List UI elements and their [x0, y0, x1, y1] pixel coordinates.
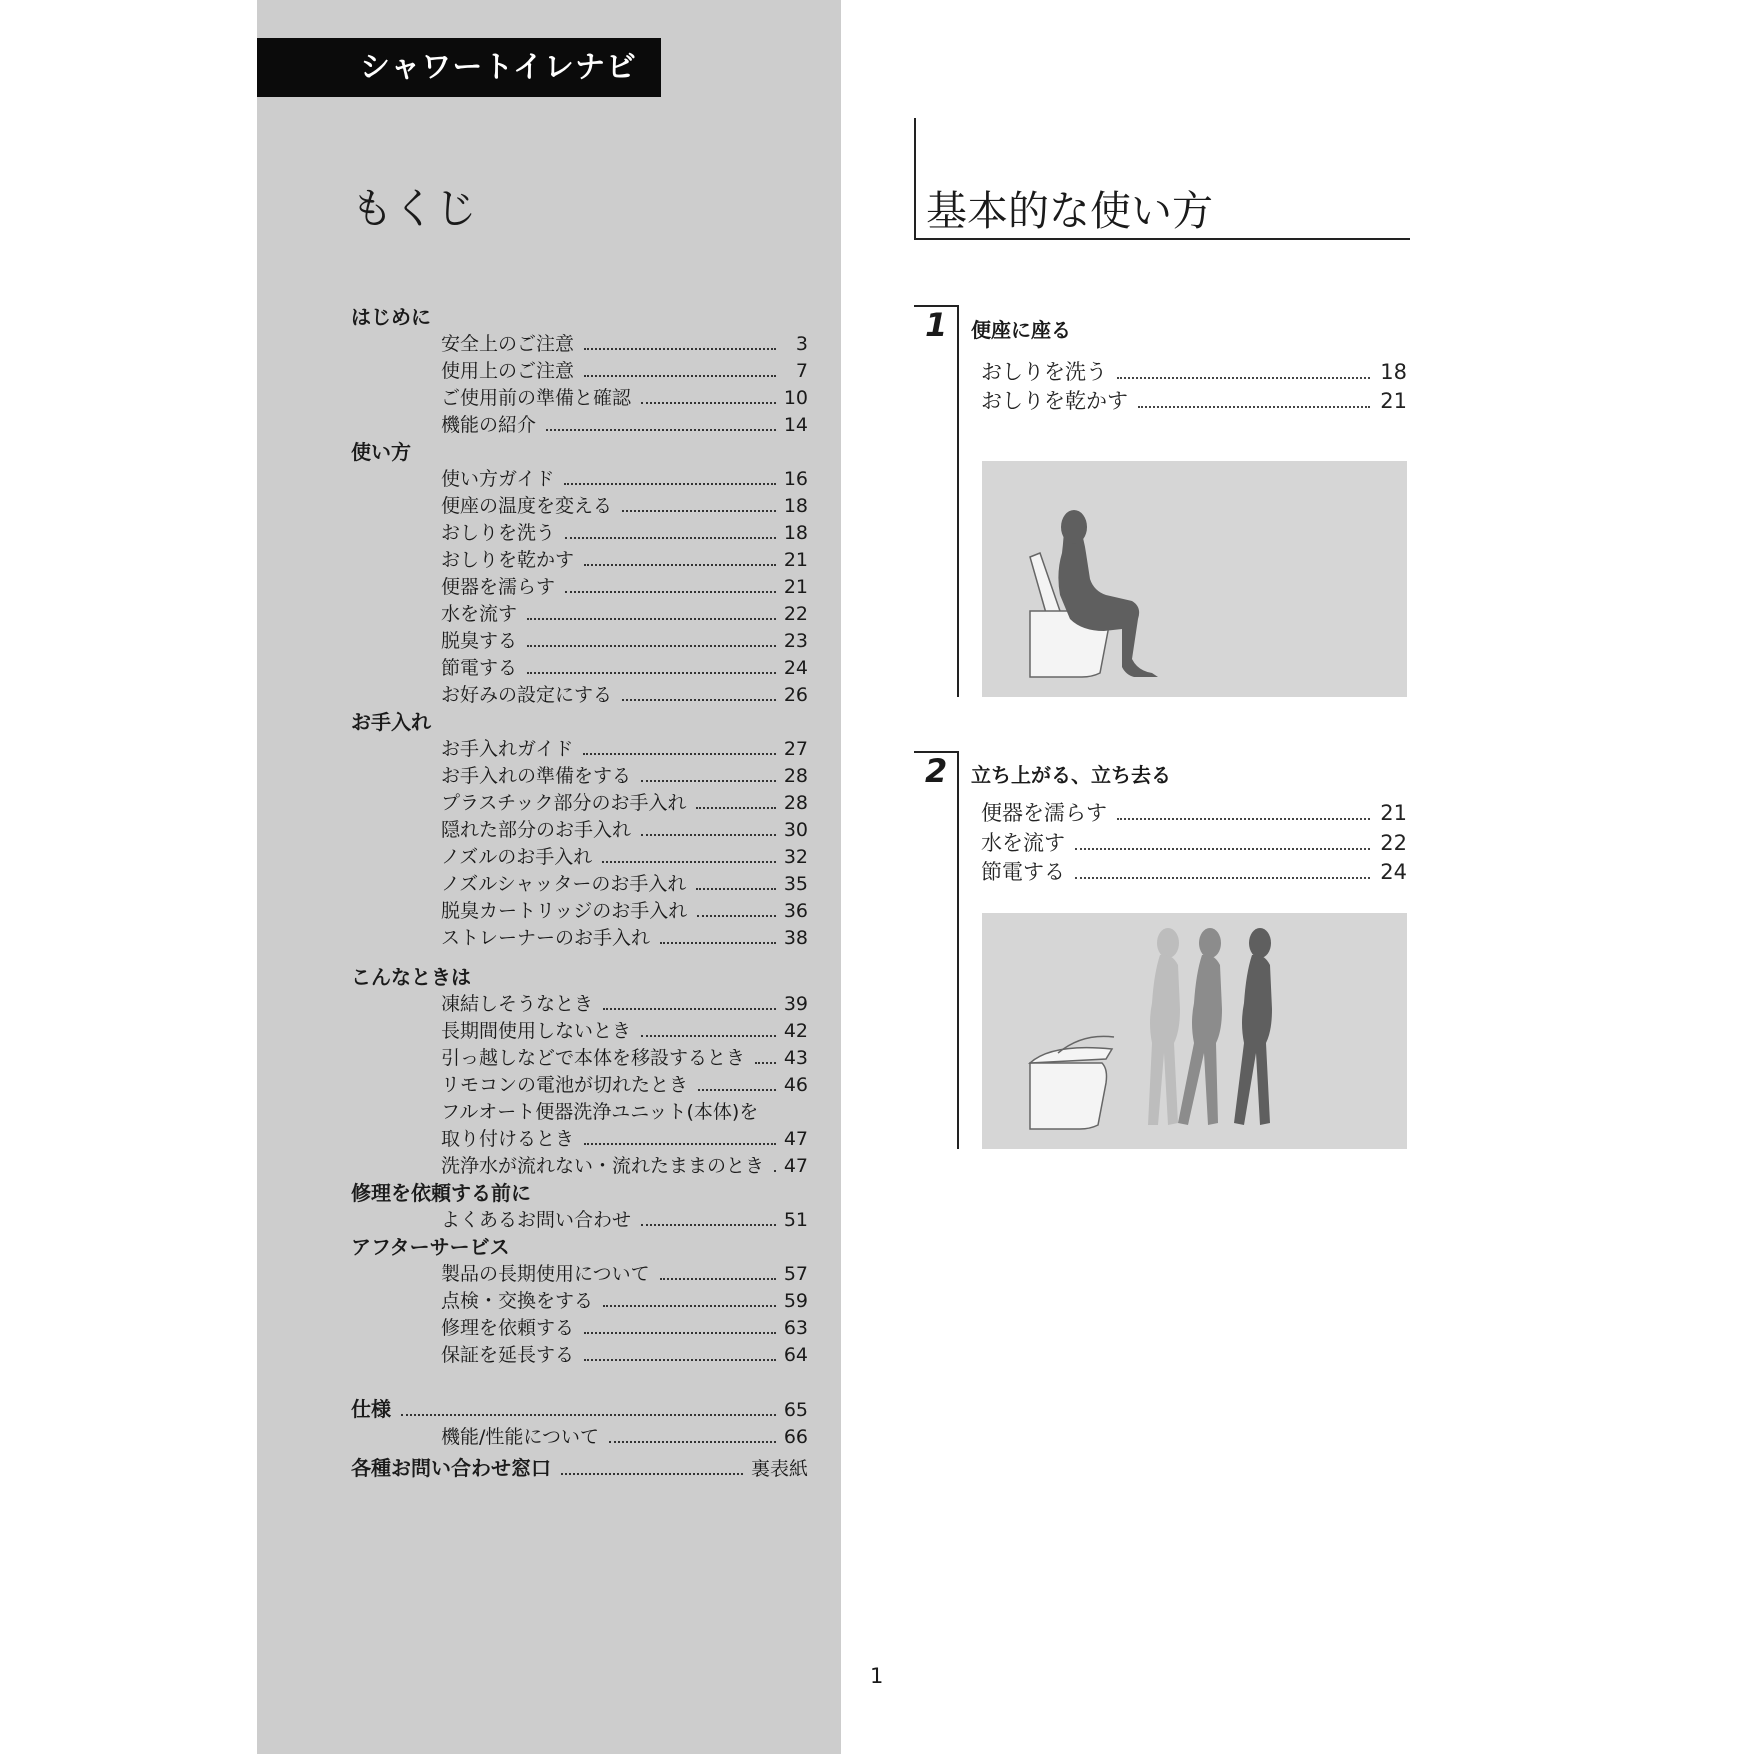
toc-entry-page: 24 — [783, 657, 808, 679]
toc-entry[interactable] — [441, 1153, 808, 1180]
leader-dots — [641, 402, 776, 404]
toc-entry-label: ノズルのお手入れ — [441, 846, 593, 868]
toc-entry-label: 製品の長期使用について — [441, 1263, 650, 1285]
toc-entry-label: よくあるお問い合わせ — [441, 1209, 632, 1231]
toc-entry[interactable] — [441, 412, 808, 439]
toc-entry-page: 7 — [795, 360, 808, 382]
toc-entry[interactable] — [441, 871, 808, 898]
toc-entry[interactable] — [441, 1045, 808, 1072]
toc-section-heading[interactable]: 使い方 — [351, 440, 411, 464]
toc-entry-label: 凍結しそうなとき — [441, 993, 594, 1015]
toc-entry-label: ノズルシャッターのお手入れ — [441, 873, 687, 895]
step-number: 1 — [925, 306, 948, 344]
toc-entry[interactable] — [441, 682, 808, 709]
step-ref-label: 水を流す — [981, 831, 1065, 855]
step-ref[interactable] — [981, 387, 1407, 416]
leader-dots — [603, 1008, 776, 1010]
toc-entry-page: 36 — [783, 900, 808, 922]
toc-entry-label: 脱臭する — [441, 630, 518, 652]
toc-entry-label: 引っ越しなどで本体を移設するとき — [441, 1047, 746, 1069]
toc-entry-page: 18 — [783, 522, 808, 544]
toc-entry-page: 51 — [783, 1209, 808, 1231]
step-title: 立ち上がる、立ち去る — [971, 763, 1171, 787]
step-rule — [957, 305, 959, 697]
leader-dots — [527, 672, 776, 674]
toc-entry[interactable] — [441, 790, 808, 817]
step-ref[interactable] — [981, 858, 1407, 887]
leader-dots — [546, 429, 776, 431]
toc-entry-page: 39 — [783, 993, 808, 1015]
leader-dots — [641, 780, 776, 782]
toc-entry-page: 28 — [783, 792, 808, 814]
toc-entry-page: 47 — [783, 1128, 808, 1150]
step-ref-page: 18 — [1380, 360, 1407, 384]
leader-dots — [698, 1089, 776, 1091]
toc-entry-page: 23 — [783, 630, 808, 652]
leader-dots — [584, 564, 776, 566]
toc-contact-heading[interactable] — [351, 1455, 808, 1482]
toc-entry-label: フルオート便器洗浄ユニット(本体)を — [441, 1101, 759, 1123]
toc-entry-page: 27 — [783, 738, 808, 760]
toc-entry-page: 3 — [795, 333, 808, 355]
toc-entry-page: 38 — [783, 927, 808, 949]
step-rule — [957, 751, 959, 1149]
leader-dots — [1117, 377, 1370, 379]
step-ref-label: 節電する — [981, 860, 1065, 884]
leader-dots — [584, 375, 776, 377]
toc-entry-label: 機能/性能について — [441, 1426, 600, 1448]
toc-entry-label: 水を流す — [441, 603, 518, 625]
toc-entry[interactable] — [441, 736, 808, 763]
leader-dots — [401, 1414, 776, 1416]
step-ref[interactable] — [981, 358, 1407, 387]
toc-entry-label: 取り付けるとき — [441, 1128, 575, 1150]
toc-entry-label: 使用上のご注意 — [441, 360, 575, 382]
toc-entry-page: 28 — [783, 765, 808, 787]
toc-entry[interactable] — [441, 331, 808, 358]
toc-entry-page: 59 — [783, 1290, 808, 1312]
step-ref[interactable] — [981, 829, 1407, 858]
leader-dots — [660, 942, 776, 944]
leader-dots — [755, 1062, 776, 1064]
toc-entry-label: 脱臭カートリッジのお手入れ — [441, 900, 688, 922]
toc-entry-page: 16 — [783, 468, 808, 490]
toc-entry[interactable] — [441, 601, 808, 628]
toc-entry[interactable] — [441, 898, 808, 925]
toc-entry-label: プラスチック部分のお手入れ — [441, 792, 687, 814]
toc-entry-page: 47 — [783, 1155, 808, 1177]
toc-entry-label: ストレーナーのお手入れ — [441, 927, 651, 949]
toc-entry[interactable] — [441, 844, 808, 871]
leader-dots — [584, 1359, 776, 1361]
walking-away-illustration — [982, 913, 1407, 1149]
toc-entry[interactable] — [441, 520, 808, 547]
leader-dots — [697, 915, 776, 917]
toc-entry-page: 30 — [783, 819, 808, 841]
toc-spec-heading[interactable] — [351, 1396, 808, 1423]
toc-section-heading[interactable]: こんなときは — [351, 965, 471, 989]
step-title: 便座に座る — [971, 318, 1071, 342]
toc-section-heading[interactable]: はじめに — [351, 305, 431, 329]
step-ref-page: 21 — [1380, 801, 1407, 825]
toc-entry[interactable] — [441, 1261, 808, 1288]
toc-entry[interactable] — [441, 493, 808, 520]
toc-entry-label: 隠れた部分のお手入れ — [441, 819, 632, 841]
toc-entry-page: 63 — [783, 1317, 808, 1339]
leader-dots — [641, 1224, 776, 1226]
toc-entry[interactable] — [441, 574, 808, 601]
leader-dots — [564, 483, 775, 485]
leader-dots — [565, 591, 776, 593]
toc-entry-label: 洗浄水が流れない・流れたままのとき — [441, 1155, 765, 1177]
leader-dots — [583, 753, 775, 755]
toc-entry[interactable] — [441, 991, 808, 1018]
section-title: 基本的な使い方 — [926, 187, 1213, 235]
leader-dots — [1138, 406, 1370, 408]
leader-dots — [527, 618, 776, 620]
leader-dots — [584, 1332, 776, 1334]
toc-entry-label: おしりを洗う — [441, 522, 556, 544]
leader-dots — [622, 699, 776, 701]
toc-entry-label: お手入れの準備をする — [441, 765, 632, 787]
toc-entry[interactable] — [441, 817, 808, 844]
leader-dots — [641, 834, 776, 836]
toc-entry-label: おしりを乾かす — [441, 549, 575, 571]
toc-entry[interactable] — [441, 547, 808, 574]
toc-heading-label: 各種お問い合わせ窓口 — [351, 1456, 551, 1480]
toc-entry[interactable] — [441, 358, 808, 385]
toc-entry-label: 修理を依頼する — [441, 1317, 575, 1339]
toc-entry-page: 18 — [783, 495, 808, 517]
toc-entry-page: 43 — [783, 1047, 808, 1069]
toc-entry-label: お好みの設定にする — [441, 684, 613, 706]
toc-entry-label: ご使用前の準備と確認 — [441, 387, 632, 409]
leader-dots — [561, 1473, 743, 1475]
toc-entry-page: 22 — [783, 603, 808, 625]
toc-section-heading[interactable]: アフターサービス — [351, 1235, 510, 1259]
toc-entry[interactable] — [441, 1072, 808, 1099]
toc-entry[interactable] — [441, 466, 808, 493]
toc-entry[interactable] — [441, 925, 808, 952]
toc-section-heading[interactable]: お手入れ — [351, 710, 431, 734]
toc-section-heading[interactable]: 修理を依頼する前に — [351, 1181, 531, 1205]
toc-entry-label: 長期間使用しないとき — [441, 1020, 632, 1042]
leader-dots — [1075, 848, 1370, 850]
step-ref-page: 24 — [1380, 860, 1407, 884]
toc-entry[interactable] — [441, 385, 808, 412]
leader-dots — [1075, 877, 1370, 879]
toc-entry[interactable] — [441, 1342, 808, 1369]
leader-dots — [1117, 818, 1370, 820]
toc-entry-page: 42 — [783, 1020, 808, 1042]
toc-entry-label: リモコンの電池が切れたとき — [441, 1074, 689, 1096]
leader-dots — [696, 888, 775, 890]
toc-entry-page: 裏表紙 — [750, 1458, 808, 1480]
toc-entry[interactable] — [441, 1315, 808, 1342]
step-ref-page: 21 — [1380, 389, 1407, 413]
toc-heading-label: 仕様 — [351, 1397, 391, 1421]
leader-dots — [641, 1035, 776, 1037]
toc-entry-page: 21 — [783, 549, 808, 571]
toc-entry[interactable] — [441, 1018, 808, 1045]
toc-entry-page: 10 — [783, 387, 808, 409]
toc-entry-page: 32 — [783, 846, 808, 868]
toc-entry-label: 機能の紹介 — [441, 414, 537, 436]
toc-entry-label: 使い方ガイド — [441, 468, 555, 490]
toc-entry[interactable] — [441, 1207, 808, 1234]
toc-entry-label: 節電する — [441, 657, 518, 679]
toc-entry-label: 安全上のご注意 — [441, 333, 575, 355]
leader-dots — [584, 348, 776, 350]
toc-entry-label: 便座の温度を変える — [441, 495, 613, 517]
leader-dots — [602, 861, 776, 863]
leader-dots — [774, 1170, 776, 1172]
leader-dots — [696, 807, 775, 809]
toc-entry-page: 21 — [783, 576, 808, 598]
toc-entry[interactable] — [441, 655, 808, 682]
toc-entry-page: 66 — [783, 1426, 808, 1448]
toc-entry-page: 65 — [783, 1399, 808, 1421]
leader-dots — [660, 1278, 776, 1280]
page-number: 1 — [870, 1664, 884, 1688]
brand-tab: シャワートイレナビ — [257, 38, 661, 97]
toc-entry[interactable] — [441, 1424, 808, 1451]
leader-dots — [603, 1305, 776, 1307]
toc-entry-page: 35 — [783, 873, 808, 895]
step-number: 2 — [925, 752, 948, 790]
leader-dots — [565, 537, 776, 539]
toc-entry-label: 点検・交換をする — [441, 1290, 594, 1312]
toc-entry-label: お手入れガイド — [441, 738, 574, 760]
step-ref-label: 便器を濡らす — [981, 801, 1107, 825]
seated-person-on-toilet-illustration — [982, 461, 1407, 697]
step-ref[interactable] — [981, 799, 1407, 828]
toc-entry-page: 57 — [783, 1263, 808, 1285]
toc-entry[interactable] — [441, 628, 808, 655]
toc-title: もくじ — [351, 184, 478, 233]
toc-entry-page: 64 — [783, 1344, 808, 1366]
leader-dots — [609, 1441, 776, 1443]
toc-entry[interactable] — [441, 1288, 808, 1315]
toc-entry-page: 26 — [783, 684, 808, 706]
toc-entry-page: 14 — [783, 414, 808, 436]
toc-entry-first-line[interactable] — [441, 1099, 808, 1126]
toc-entry-label: 便器を濡らす — [441, 576, 556, 598]
step-ref-page: 22 — [1380, 831, 1407, 855]
leader-dots — [622, 510, 776, 512]
leader-dots — [584, 1143, 776, 1145]
toc-entry[interactable] — [441, 1126, 808, 1153]
toc-entry-page: 46 — [783, 1074, 808, 1096]
toc-entry-label: 保証を延長する — [441, 1344, 575, 1366]
leader-dots — [527, 645, 776, 647]
step-ref-label: おしりを乾かす — [981, 389, 1128, 413]
step-ref-label: おしりを洗う — [981, 360, 1107, 384]
toc-entry[interactable] — [441, 763, 808, 790]
